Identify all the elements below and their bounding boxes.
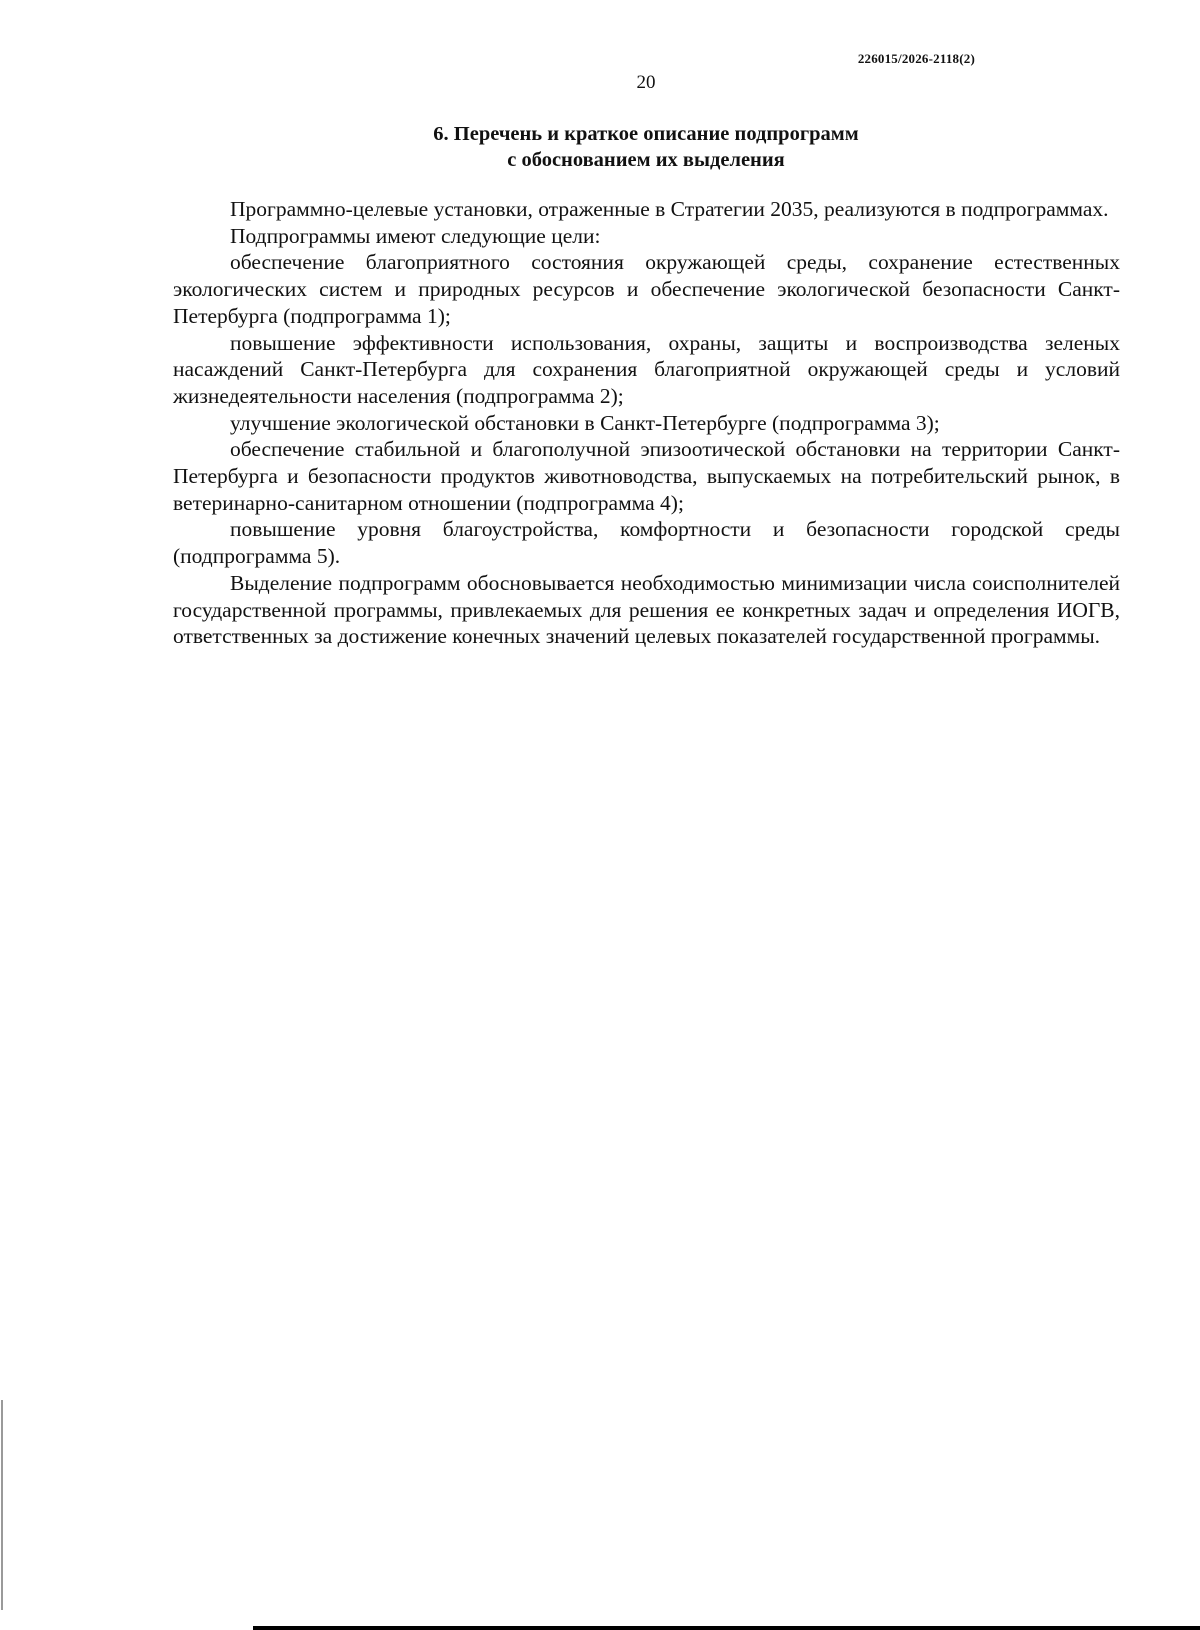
section-title-line-2: с обоснованием их выделения <box>507 149 785 171</box>
paragraph-goal-subprogram-3: улучшение экологической обстановки в Санкт-Петербурге (подпрограмма 3); <box>230 410 940 435</box>
scan-edge-line <box>1 1400 3 1610</box>
paragraph-goals-lead: Подпрограммы имеют следующие цели: <box>230 223 601 248</box>
paragraph-intro: Программно-целевые установки, отраженные в Стратегии 2035, реализуются в подпрограммах. <box>230 197 1109 221</box>
section-heading <box>0 121 1200 173</box>
paragraph-justification: Выделение подпрограмм обосновывается необходимостью минимизации числа соисполнителей государственной программы, привлекаемых для решения ее конкретных задач и определения ИОГВ, ответственных за достижение конечных значений целевых показателей государственной программы. <box>173 570 1120 649</box>
paragraph-goal-subprogram-1: обеспечение благоприятного состояния окружающей среды, сохранение естественных экологических систем и природных ресурсов и обеспечение экологической безопасности Санкт-Петербурга (подпрограмма 1); <box>173 250 1120 328</box>
paragraph-goal-subprogram-4: обеспечение стабильной и благополучной эпизоотической обстановки на территории Санкт-Петербурга и безопасности продуктов животноводства, выпускаемых на потребительский рынок, в ветеринарно-санитарном отношении (подпрограмма 4); <box>173 437 1120 515</box>
scan-bottom-border <box>253 1626 1200 1630</box>
paragraph-goal-subprogram-2: повышение эффективности использования, охраны, защиты и воспроизводства зеленых насаждений Санкт-Петербурга для сохранения благоприятной окружающей среды и условий жизнедеятельности населения (подпрограмма 2); <box>173 330 1120 408</box>
document-registration-number: 226015/2026-2118(2) <box>857 51 975 66</box>
section-title-line-1: 6. Перечень и краткое описание подпрограмм <box>433 123 859 145</box>
page-number: 20 <box>636 72 656 93</box>
paragraph-goal-subprogram-5: повышение уровня благоустройства, комфортности и безопасности городской среды (подпрограмма 5). <box>173 517 1120 569</box>
document-body <box>173 196 1120 650</box>
